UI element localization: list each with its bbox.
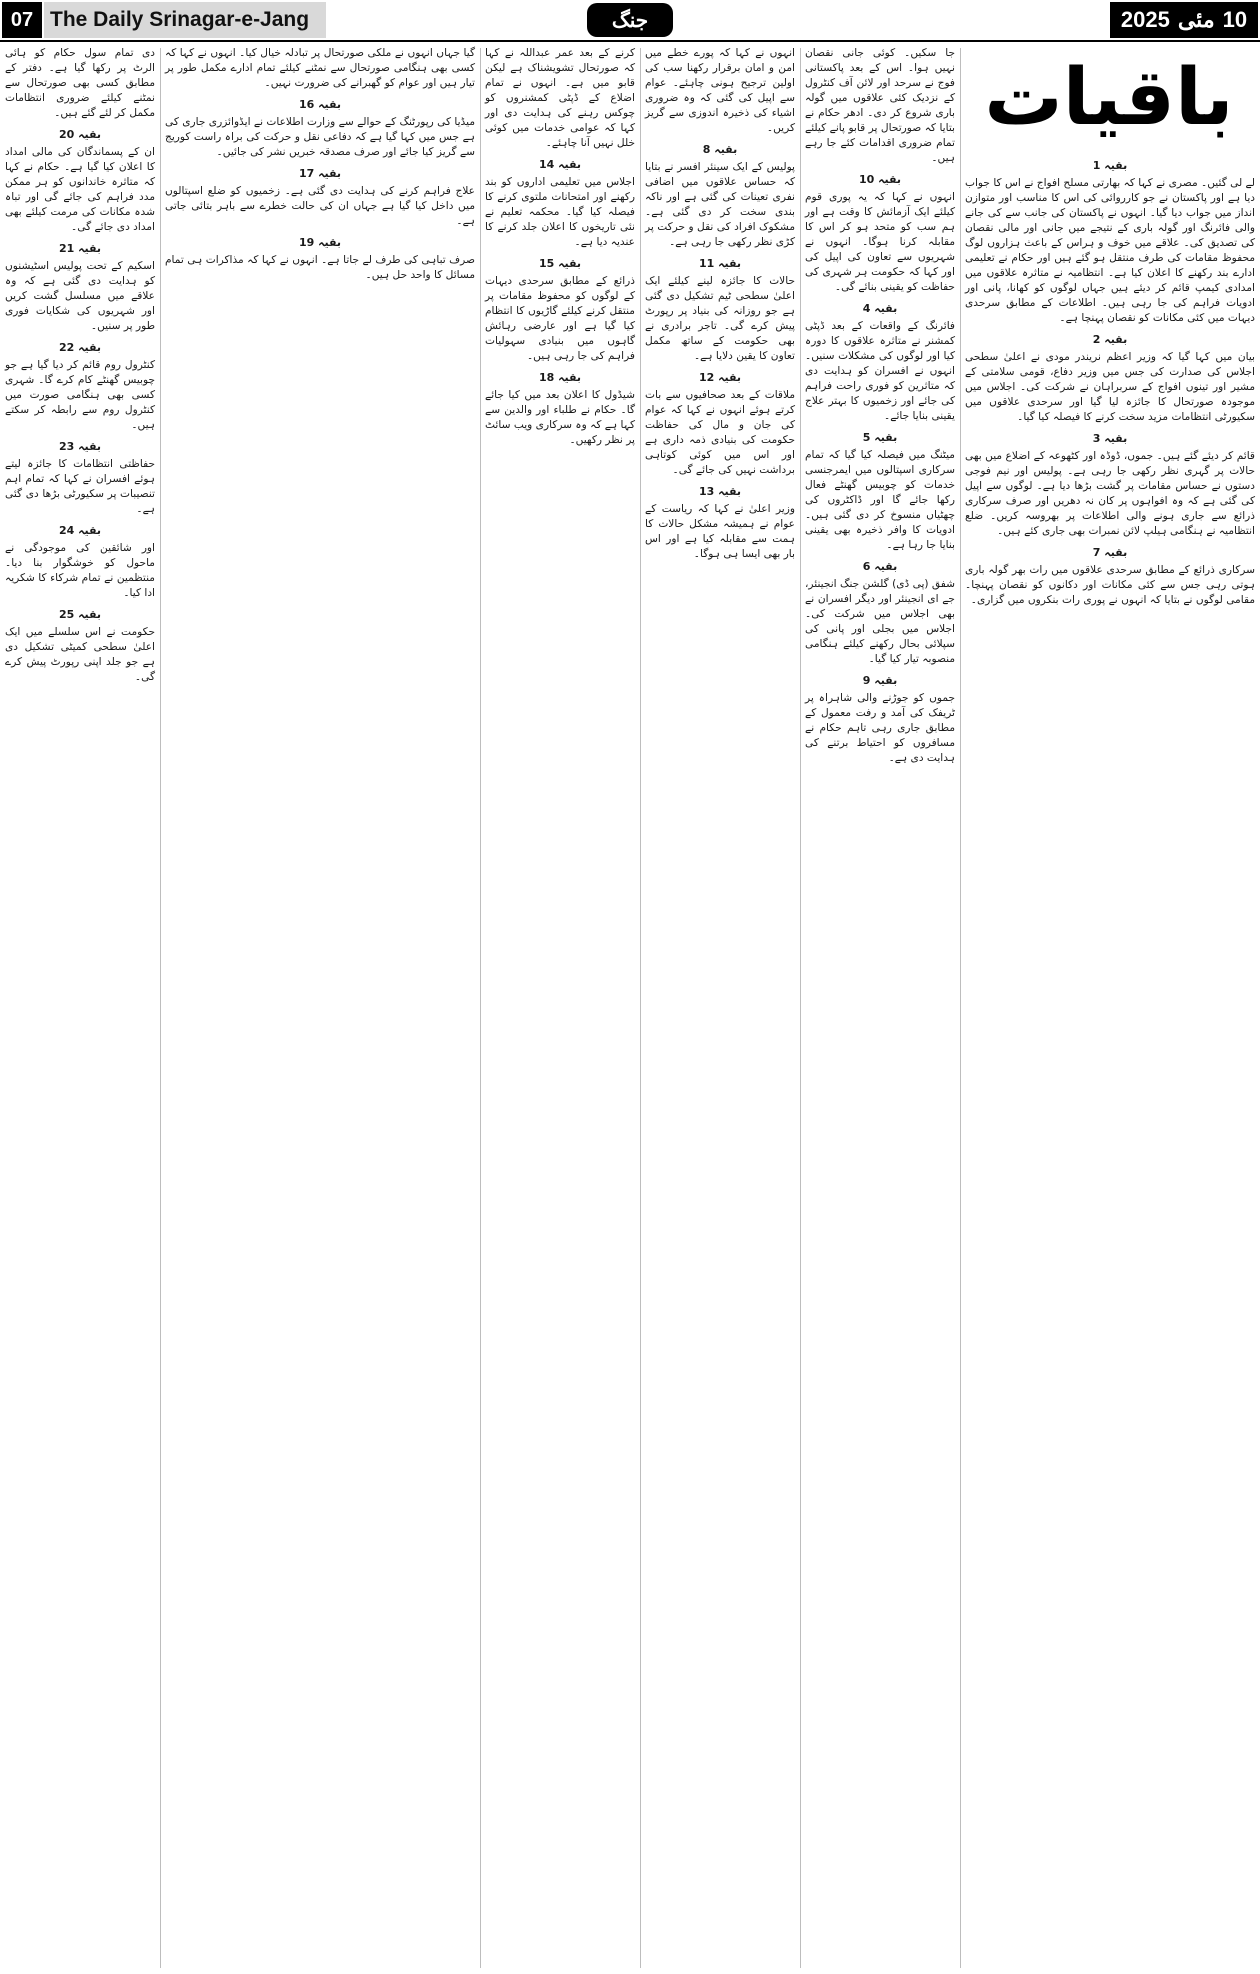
column-6 <box>2 46 158 1970</box>
continuation-heading: بقیہ 15 <box>538 257 582 270</box>
continuation-heading: بقیہ 1 <box>1092 159 1128 172</box>
continuation-heading: بقیہ 8 <box>702 143 738 156</box>
column-4 <box>482 46 638 1970</box>
continued-article <box>485 370 635 448</box>
continuation-heading: بقیہ 19 <box>298 236 342 249</box>
article-text: صرف تباہی کی طرف لے جاتا ہے۔ انہوں نے کہا کہ مذاکرات ہی تمام مسائل کا واحد حل ہیں۔ <box>165 254 475 281</box>
article-text: ذرائع کے مطابق سرحدی دیہات کے لوگوں کو محفوظ مقامات پر منتقل کرنے کیلئے گاڑیوں کا انتظام کیا گیا ہے اور عارضی رہائش گاہوں میں بنیادی سہولیات فراہم کی جا رہی ہیں۔ <box>485 275 635 362</box>
continuation-heading: بقیہ 16 <box>298 98 342 111</box>
article-text: اجلاس میں تعلیمی اداروں کو بند رکھنے اور امتحانات ملتوی کرنے کا فیصلہ کیا گیا۔ محکمہ تعلیم نے نئی تاریخوں کا اعلان جلد کرنے کا عندیہ دیا ہے۔ <box>485 176 635 248</box>
article-text: کرنے کے بعد عمر عبداللہ نے کہا کہ صورتحال تشویشناک ہے لیکن قابو میں ہے۔ انہوں نے تمام اضلاع کے ڈپٹی کمشنروں کو چوکس رہنے کی ہدایت دی اور کہا کہ عوامی خدمات میں کوئی خلل نہیں آنا چاہئے۔ <box>485 47 635 149</box>
continued-article <box>645 142 795 250</box>
newspaper-logo: جنگ <box>587 3 673 37</box>
continuation-heading: بقیہ 18 <box>538 371 582 384</box>
continuation-heading: بقیہ 2 <box>1092 333 1128 346</box>
continuation-heading: بقیہ 21 <box>58 242 102 255</box>
article-text: شفق (پی ڈی) گلشن جنگ انجینئر، جے ای انجینئر اور دیگر افسران نے بھی اجلاس میں شرکت کی۔ اجلاس میں بجلی اور پانی کی سپلائی بحال رکھنے کیلئے ہنگامی منصوبہ تیار کیا گیا۔ <box>805 578 955 665</box>
article-text: انہوں نے کہا کہ یہ پوری قوم کیلئے ایک آزمائش کا وقت ہے اور ہم سب کو متحد ہو کر اس کا مقابلہ کرنا ہوگا۔ انہوں نے شہریوں سے تعاون کی اپیل کی اور کہا کہ حکومت ہر شہری کی حفاظت کو یقینی بنائے گی۔ <box>805 191 955 293</box>
article-text: کنٹرول روم قائم کر دیا گیا ہے جو چوبیس گھنٹے کام کرے گا۔ شہری کسی بھی ہنگامی صورت میں کنٹرول روم سے رابطہ کر سکتے ہیں۔ <box>5 359 155 431</box>
continuation-heading: بقیہ 24 <box>58 524 102 537</box>
column-3 <box>642 46 798 1970</box>
header-rule <box>0 40 1260 42</box>
continued-article <box>485 46 635 151</box>
page-number: 07 <box>2 2 42 38</box>
column-divider <box>160 48 161 1968</box>
article-text: حکومت نے اس سلسلے میں ایک اعلیٰ سطحی کمیٹی تشکیل دی ہے جو جلد اپنی رپورٹ پیش کرے گی۔ <box>5 626 155 683</box>
continued-article <box>805 301 955 424</box>
date-month: مئی <box>1177 7 1215 32</box>
column-divider <box>480 48 481 1968</box>
column-5 <box>162 46 478 1970</box>
continuation-heading: بقیہ 11 <box>698 257 742 270</box>
continued-article <box>645 370 795 478</box>
continuation-heading: بقیہ 10 <box>858 173 902 186</box>
article-text: دی تمام سول حکام کو ہائی الرٹ پر رکھا گیا ہے۔ دفتر کے مطابق کسی بھی صورتحال سے نمٹنے کیلئے ضروری انتظامات مکمل کر لئے گئے ہیں۔ <box>5 47 155 119</box>
article-text: پولیس کے ایک سینئر افسر نے بتایا کہ حساس علاقوں میں اضافی نفری تعینات کی گئی ہے اور ناکہ بندی سخت کر دی گئی ہے۔ مشکوک افراد کی نقل و حرکت پر کڑی نظر رکھی جا رہی ہے۔ <box>645 161 795 248</box>
masthead <box>0 0 1260 42</box>
article-text: لے لی گئیں۔ مصری نے کہا کہ بھارتی مسلح افواج نے اس کا جواب دیا ہے اور پاکستان نے جو کارروائی کی اس کا مناسب اور متوازن انداز میں جواب دیا گیا۔ انہوں نے پاکستان کی جانب سے کی جانے والی فائرنگ اور گولہ باری کے نتیجے میں جانی اور مالی نقصان کی تصدیق کی۔ علاقے میں خوف و ہراس کے باعث ہزاروں لوگ محفوظ مقامات کی طرف منتقل ہو گئے ہیں اور حکام نے تعلیمی ادارے بند رکھنے کا اعلان کیا ہے۔ انتظامیہ نے متاثرہ علاقوں میں امدادی کیمپ قائم کر دیئے ہیں جہاں لوگوں کو کھانا، پانی اور ادویات فراہم کی جا رہی ہیں۔ اطلاعات کے مطابق سرحدی دیہات میں کئی مکانات کو نقصان پہنچا ہے۔ <box>965 177 1255 324</box>
article-text: انہوں نے کہا کہ پورے خطے میں امن و امان برقرار رکھنا سب کی اولین ترجیح ہونی چاہئے۔ عوام سے اپیل کی گئی کہ وہ ضروری اشیاء کی ذخیرہ اندوزی سے گریز کریں۔ <box>645 47 795 134</box>
article-text: وزیر اعلیٰ نے کہا کہ ریاست کے عوام نے ہمیشہ مشکل حالات کا ہمت سے مقابلہ کیا ہے اور اس بار بھی ایسا ہی ہوگا۔ <box>645 503 795 560</box>
continuation-heading: بقیہ 4 <box>862 302 898 315</box>
continuation-heading: بقیہ 9 <box>862 674 898 687</box>
article-text: گیا جہاں انہوں نے ملکی صورتحال پر تبادلہ خیال کیا۔ انہوں نے کہا کہ کسی بھی ہنگامی صورتحال سے نمٹنے کیلئے تمام ادارے مکمل طور پر تیار ہیں اور عوام کو گھبرانے کی ضرورت نہیں۔ <box>165 47 475 89</box>
section-title: باقیات <box>984 53 1234 143</box>
column-divider <box>800 48 801 1968</box>
article-text: فائرنگ کے واقعات کے بعد ڈپٹی کمشنر نے متاثرہ علاقوں کا دورہ کیا اور لوگوں کی مشکلات سنیں۔ انہوں نے افسران کو ہدایت دی کہ متاثرین کو فوری راحت فراہم کی جائے اور زخمیوں کا بہتر علاج یقینی بنایا جائے۔ <box>805 320 955 422</box>
continued-article <box>485 157 635 250</box>
article-text: اور شائقین کی موجودگی نے ماحول کو خوشگوار بنا دیا۔ منتظمین نے تمام شرکاء کا شکریہ ادا کیا۔ <box>5 542 155 599</box>
continued-article <box>5 340 155 433</box>
continued-article <box>805 172 955 295</box>
column-divider <box>960 48 961 1968</box>
continued-article <box>805 559 955 667</box>
continued-article <box>965 332 1255 425</box>
article-text: جا سکیں۔ کوئی جانی نقصان نہیں ہوا۔ اس کے بعد پاکستانی فوج نے سرحد اور لائن آف کنٹرول کے نزدیک کئی علاقوں میں گولہ باری شروع کر دی۔ ادھر حکام نے بتایا کہ صورتحال پر قابو پانے کیلئے تمام ضروری اقدامات کئے جا رہے ہیں۔ <box>805 47 955 164</box>
continued-article <box>645 46 795 136</box>
column-1 <box>962 152 1258 1970</box>
continued-article <box>165 46 475 91</box>
continuation-heading: بقیہ 17 <box>298 167 342 180</box>
issue-date <box>1110 2 1258 38</box>
column-2 <box>802 46 958 1970</box>
continued-article <box>805 673 955 766</box>
continued-article <box>805 430 955 553</box>
continued-article <box>965 158 1255 326</box>
continuation-heading: بقیہ 3 <box>1092 432 1128 445</box>
continuation-heading: بقیہ 14 <box>538 158 582 171</box>
paper-name: The Daily Srinagar-e-Jang <box>44 2 326 38</box>
article-text: حفاظتی انتظامات کا جائزہ لیتے ہوئے افسران نے کہا کہ تمام اہم تنصیبات پر سکیورٹی بڑھا دی گئی ہے۔ <box>5 458 155 515</box>
article-text: جموں کو جوڑنے والی شاہراہ پر ٹریفک کی آمد و رفت معمول کے مطابق جاری رہی تاہم حکام نے مسافروں کو احتیاط برتنے کی ہدایت دی ہے۔ <box>805 692 955 764</box>
section-title-block <box>960 46 1258 150</box>
article-text: قائم کر دیئے گئے ہیں۔ جموں، ڈوڈہ اور کٹھوعہ کے اضلاع میں بھی حالات پر گہری نظر رکھی جا رہی ہے۔ پولیس اور نیم فوجی دستوں نے حساس مقامات پر گشت بڑھا دیا ہے۔ لوگوں سے اپیل کی گئی ہے کہ وہ افواہوں پر کان نہ دھریں اور صرف سرکاری ذرائع سے جاری ہونے والی اطلاعات پر بھروسہ کریں۔ ضلع انتظامیہ نے ہنگامی ہیلپ لائن نمبرات بھی جاری کئے ہیں۔ <box>965 450 1255 537</box>
date-year: 2025 <box>1120 7 1170 32</box>
continued-article <box>485 256 635 364</box>
continuation-heading: بقیہ 25 <box>58 608 102 621</box>
article-text: علاج فراہم کرنے کی ہدایت دی گئی ہے۔ زخمیوں کو ضلع اسپتالوں میں داخل کیا گیا ہے جہاں ان کی حالت خطرے سے باہر بتائی جاتی ہے۔ <box>165 185 475 227</box>
article-text: بیان میں کہا گیا کہ وزیر اعظم نریندر مودی نے اعلیٰ سطحی اجلاس کی صدارت کی جس میں وزیر دفاع، قومی سلامتی کے مشیر اور تینوں افواج کے سربراہان نے شرکت کی۔ اجلاس میں موجودہ صورتحال کا جائزہ لیا گیا اور سرحدی علاقوں میں سکیورٹی انتظامات مزید سخت کرنے کا فیصلہ کیا گیا۔ <box>965 351 1255 423</box>
continued-article <box>5 127 155 235</box>
continuation-heading: بقیہ 13 <box>698 485 742 498</box>
continued-article <box>5 439 155 517</box>
column-divider <box>640 48 641 1968</box>
continued-article <box>5 607 155 685</box>
continued-article <box>645 256 795 364</box>
continuation-heading: بقیہ 7 <box>1092 546 1128 559</box>
continued-article <box>965 545 1255 608</box>
continuation-heading: بقیہ 5 <box>862 431 898 444</box>
article-text: ملاقات کے بعد صحافیوں سے بات کرتے ہوئے انہوں نے کہا کہ عوام کی جان و مال کی حفاظت حکومت کی بنیادی ذمہ داری ہے اور اس میں کوئی کوتاہی برداشت نہیں کی جائے گی۔ <box>645 389 795 476</box>
date-day: 10 <box>1222 7 1248 32</box>
article-text: حالات کا جائزہ لینے کیلئے ایک اعلیٰ سطحی ٹیم تشکیل دی گئی ہے جو روزانہ کی بنیاد پر رپورٹ پیش کرے گی۔ تاجر برادری نے بھی حکومت کے ساتھ مکمل تعاون کا یقین دلایا ہے۔ <box>645 275 795 362</box>
article-text: سرکاری ذرائع کے مطابق سرحدی علاقوں میں رات بھر گولہ باری ہوتی رہی جس سے کئی مکانات اور دکانوں کو نقصان پہنچا۔ مقامی لوگوں نے بتایا کہ انہوں نے پوری رات بنکروں میں گزاری۔ <box>965 564 1255 606</box>
continued-article <box>805 46 955 166</box>
article-text: شیڈول کا اعلان بعد میں کیا جائے گا۔ حکام نے طلباء اور والدین سے کہا ہے کہ وہ سرکاری ویب سائٹ پر نظر رکھیں۔ <box>485 389 635 446</box>
continued-article <box>965 431 1255 539</box>
continued-article <box>5 523 155 601</box>
continuation-heading: بقیہ 12 <box>698 371 742 384</box>
article-text: ان کے پسماندگان کی مالی امداد کا اعلان کیا گیا ہے۔ حکام نے کہا کہ متاثرہ خاندانوں کو ہر ممکن مدد فراہم کی جائے گی اور تباہ شدہ مکانات کی مرمت کیلئے بھی امداد دی جائے گی۔ <box>5 146 155 233</box>
continuation-heading: بقیہ 20 <box>58 128 102 141</box>
continuation-heading: بقیہ 6 <box>862 560 898 573</box>
continued-article <box>165 97 475 160</box>
article-text: میٹنگ میں فیصلہ کیا گیا کہ تمام سرکاری اسپتالوں میں ایمرجنسی خدمات کو چوبیس گھنٹے فعال رکھا جائے گا اور ڈاکٹروں کی چھٹیاں منسوخ کر دی گئی ہیں۔ ادویات کا وافر ذخیرہ بھی یقینی بنایا جا رہا ہے۔ <box>805 449 955 551</box>
continuation-heading: بقیہ 22 <box>58 341 102 354</box>
continued-article <box>165 235 475 283</box>
article-text: اسکیم کے تحت پولیس اسٹیشنوں کو ہدایت دی گئی ہے کہ وہ علاقے میں مسلسل گشت کریں اور شہریوں کی شکایات فوری طور پر سنیں۔ <box>5 260 155 332</box>
continued-article <box>5 241 155 334</box>
continuation-heading: بقیہ 23 <box>58 440 102 453</box>
continued-article <box>5 46 155 121</box>
continued-article <box>165 166 475 229</box>
article-text: میڈیا کی رپورٹنگ کے حوالے سے وزارت اطلاعات نے ایڈوائزری جاری کی ہے جس میں کہا گیا ہے کہ دفاعی نقل و حرکت کی براہ راست کوریج سے گریز کیا جائے اور صرف مصدقہ خبریں نشر کی جائیں۔ <box>165 116 475 158</box>
continued-article <box>645 484 795 562</box>
